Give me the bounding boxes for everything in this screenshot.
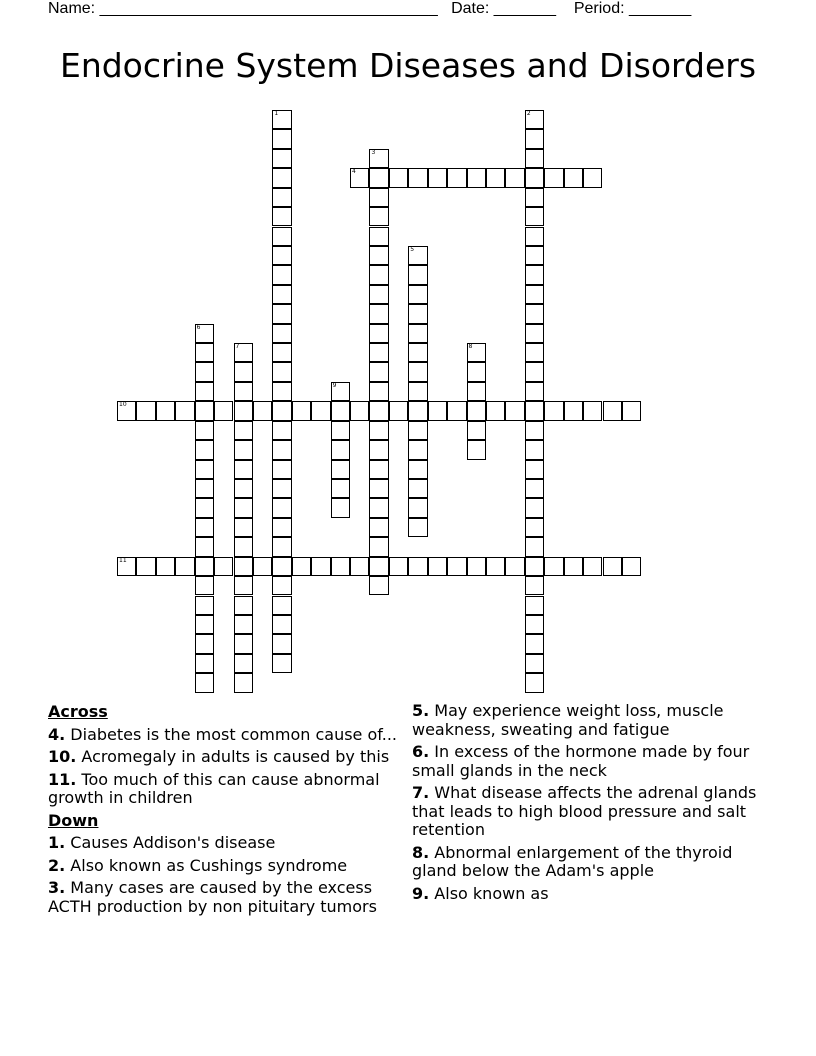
crossword-cell[interactable] [369, 227, 388, 246]
crossword-cell[interactable] [428, 557, 447, 576]
crossword-cell[interactable] [428, 401, 447, 420]
crossword-cell[interactable] [369, 168, 388, 187]
crossword-cell[interactable] [234, 460, 253, 479]
clue-item-number: 8. [412, 842, 430, 862]
crossword-cell[interactable] [408, 285, 427, 304]
crossword-cell[interactable] [467, 421, 486, 440]
crossword-cell[interactable] [525, 246, 544, 265]
crossword-cell[interactable] [525, 382, 544, 401]
crossword-cell[interactable] [525, 324, 544, 343]
crossword-cell[interactable] [369, 537, 388, 556]
clue-number: 1 [274, 110, 279, 117]
crossword-cell[interactable] [525, 479, 544, 498]
crossword-cell[interactable] [195, 537, 214, 556]
period-field[interactable]: _______ [629, 0, 692, 17]
crossword-cell[interactable] [272, 576, 291, 595]
crossword-cell[interactable] [195, 518, 214, 537]
period-label: Period: [573, 0, 625, 17]
crossword-cell[interactable] [408, 304, 427, 323]
crossword-cell[interactable] [195, 421, 214, 440]
crossword-cell[interactable] [467, 440, 486, 459]
crossword-cell[interactable] [525, 460, 544, 479]
crossword-cell[interactable] [525, 110, 544, 129]
crossword-cell[interactable] [234, 401, 253, 420]
crossword-cell[interactable] [525, 188, 544, 207]
clue-item [48, 771, 403, 808]
crossword-cell[interactable] [525, 498, 544, 517]
crossword-cell[interactable] [408, 518, 427, 537]
crossword-cell[interactable] [408, 401, 427, 420]
crossword-cell[interactable] [234, 557, 253, 576]
crossword-cell[interactable] [136, 557, 155, 576]
crossword-cell[interactable] [467, 401, 486, 420]
crossword-cell[interactable] [292, 557, 311, 576]
clue-item-number: 9. [412, 883, 430, 903]
crossword-cell[interactable] [467, 343, 486, 362]
crossword-cell[interactable] [369, 421, 388, 440]
clue-item [412, 784, 762, 840]
date-field[interactable]: _______ [493, 0, 557, 17]
crossword-cell[interactable] [331, 479, 350, 498]
clue-item-text: What disease affects the adrenal glands that leads to high blood pressure and salt retention [412, 783, 757, 839]
crossword-cell[interactable] [486, 168, 505, 187]
crossword-cell[interactable] [525, 207, 544, 226]
crossword-cell[interactable] [195, 673, 214, 692]
crossword-cell[interactable] [214, 401, 233, 420]
clue-number: 7 [235, 343, 240, 351]
crossword-cell[interactable] [525, 149, 544, 168]
crossword-cell[interactable] [272, 615, 291, 634]
crossword-cell[interactable] [234, 596, 253, 615]
crossword-cell[interactable] [583, 168, 602, 187]
crossword-cell[interactable] [272, 168, 291, 187]
crossword-cell[interactable] [272, 557, 291, 576]
crossword-cell[interactable] [408, 557, 427, 576]
clue-item-text: Abnormal enlargement of the thyroid gland below the Adam's apple [412, 842, 733, 880]
clue-item-number: 7. [412, 783, 430, 802]
crossword-cell[interactable] [525, 421, 544, 440]
crossword-cell[interactable] [272, 654, 291, 673]
crossword-cell[interactable] [525, 537, 544, 556]
crossword-cell[interactable] [253, 401, 272, 420]
clue-item [412, 885, 762, 904]
clue-number: 3 [371, 148, 376, 156]
crossword-cell[interactable] [234, 615, 253, 634]
clue-item-text: Acromegaly in adults is caused by this [76, 747, 390, 766]
crossword-cell[interactable] [331, 382, 350, 401]
name-label: Name: [48, 0, 96, 17]
crossword-cell[interactable] [195, 615, 214, 634]
crossword-cell[interactable] [234, 537, 253, 556]
crossword-cell[interactable] [389, 168, 408, 187]
crossword-cell[interactable] [156, 401, 175, 420]
crossword-cell[interactable] [467, 557, 486, 576]
crossword-cell[interactable] [525, 518, 544, 537]
crossword-cell[interactable] [331, 440, 350, 459]
crossword-cell[interactable] [272, 324, 291, 343]
crossword-cell[interactable] [408, 265, 427, 284]
crossword-cell[interactable] [525, 576, 544, 595]
crossword-cell[interactable] [195, 440, 214, 459]
crossword-cell[interactable] [369, 265, 388, 284]
crossword-cell[interactable] [195, 576, 214, 595]
clue-number: 6 [196, 323, 201, 331]
clue-item [48, 726, 403, 745]
crossword-cell[interactable] [117, 401, 136, 420]
crossword-cell[interactable] [292, 401, 311, 420]
crossword-cell[interactable] [583, 557, 602, 576]
crossword-cell[interactable] [486, 401, 505, 420]
crossword-cell[interactable] [234, 362, 253, 381]
crossword-cell[interactable] [525, 615, 544, 634]
crossword-cell[interactable] [564, 168, 583, 187]
crossword-cell[interactable] [369, 304, 388, 323]
crossword-cell[interactable] [272, 440, 291, 459]
clue-item-number: 4. [48, 724, 66, 744]
crossword-cell[interactable] [195, 401, 214, 420]
crossword-cell[interactable] [234, 440, 253, 459]
across-heading: Across [48, 702, 108, 721]
crossword-cell[interactable] [467, 382, 486, 401]
crossword-cell[interactable] [156, 557, 175, 576]
crossword-cell[interactable] [525, 227, 544, 246]
crossword-cell[interactable] [622, 557, 641, 576]
crossword-cell[interactable] [272, 129, 291, 148]
crossword-cell[interactable] [331, 401, 350, 420]
clue-item-number: 6. [412, 742, 430, 761]
crossword-cell[interactable] [408, 246, 427, 265]
clue-item-number: 5. [412, 701, 430, 720]
clue-item-text: Diabetes is the most common cause of... [65, 724, 397, 744]
crossword-cell[interactable] [175, 557, 194, 576]
crossword-cell[interactable] [369, 285, 388, 304]
clue-item-number: 1. [48, 833, 66, 852]
crossword-cell[interactable] [369, 382, 388, 401]
crossword-cell[interactable] [195, 596, 214, 615]
crossword-cell[interactable] [564, 557, 583, 576]
crossword-cell[interactable] [525, 362, 544, 381]
crossword-cell[interactable] [369, 576, 388, 595]
crossword-cell[interactable] [234, 382, 253, 401]
crossword-cell[interactable] [505, 557, 524, 576]
crossword-cell[interactable] [544, 401, 563, 420]
crossword-cell[interactable] [603, 401, 622, 420]
crossword-cell[interactable] [272, 537, 291, 556]
crossword-cell[interactable] [622, 401, 641, 420]
crossword-cell[interactable] [272, 207, 291, 226]
crossword-cell[interactable] [272, 382, 291, 401]
crossword-cell[interactable] [408, 382, 427, 401]
crossword-cell[interactable] [369, 246, 388, 265]
crossword-cell[interactable] [272, 421, 291, 440]
crossword-cell[interactable] [525, 673, 544, 692]
crossword-cell[interactable] [369, 460, 388, 479]
crossword-cell[interactable] [544, 168, 563, 187]
crossword-cell[interactable] [331, 557, 350, 576]
clue-item [412, 743, 762, 780]
crossword-cell[interactable] [311, 557, 330, 576]
clue-item-text: Too much of this can cause abnormal growth in children [48, 769, 380, 807]
crossword-cell[interactable] [175, 401, 194, 420]
crossword-cell[interactable] [234, 518, 253, 537]
clues-right-column [412, 702, 762, 907]
crossword-cell[interactable] [331, 498, 350, 517]
crossword-cell[interactable] [408, 343, 427, 362]
crossword-cell[interactable] [428, 168, 447, 187]
crossword-cell[interactable] [369, 557, 388, 576]
crossword-cell[interactable] [369, 440, 388, 459]
clue-item-text: Also known as [429, 883, 549, 903]
crossword-cell[interactable] [272, 149, 291, 168]
crossword-cell[interactable] [447, 168, 466, 187]
crossword-cell[interactable] [195, 498, 214, 517]
crossword-cell[interactable] [525, 343, 544, 362]
clue-item-number: 11. [48, 769, 77, 789]
page-title: Endocrine System Diseases and Disorders [59, 46, 757, 85]
crossword-cell[interactable] [447, 557, 466, 576]
crossword-cell[interactable] [234, 421, 253, 440]
name-field[interactable]: ______________________________________ [99, 0, 438, 17]
clue-item-number: 3. [48, 878, 66, 897]
crossword-cell[interactable] [408, 479, 427, 498]
crossword-cell[interactable] [350, 557, 369, 576]
crossword-cell[interactable] [195, 382, 214, 401]
crossword-cell[interactable] [331, 421, 350, 440]
date-label: Date: [451, 0, 490, 17]
crossword-cell[interactable] [195, 343, 214, 362]
crossword-cell[interactable] [467, 362, 486, 381]
crossword-cell[interactable] [564, 401, 583, 420]
crossword-cell[interactable] [369, 362, 388, 381]
crossword-cell[interactable] [369, 324, 388, 343]
crossword-cell[interactable] [272, 304, 291, 323]
clue-item-number: 2. [48, 855, 66, 875]
crossword-cell[interactable] [272, 518, 291, 537]
down-clue-list-continued [412, 702, 762, 903]
crossword-cell[interactable] [272, 246, 291, 265]
crossword-cell[interactable] [234, 673, 253, 692]
clue-number: 11 [119, 556, 127, 564]
crossword-cell[interactable] [389, 557, 408, 576]
crossword-cell[interactable] [525, 557, 544, 576]
clue-number: 8 [468, 343, 473, 351]
crossword-cell[interactable] [505, 168, 524, 187]
crossword-cell[interactable] [234, 634, 253, 653]
crossword-cell[interactable] [525, 168, 544, 187]
clue-item [48, 834, 403, 853]
crossword-cell[interactable] [408, 168, 427, 187]
crossword-cell[interactable] [136, 401, 155, 420]
crossword-cell[interactable] [408, 362, 427, 381]
crossword-cell[interactable] [350, 168, 369, 187]
crossword-cell[interactable] [195, 634, 214, 653]
crossword-cell[interactable] [272, 343, 291, 362]
crossword-cell[interactable] [544, 557, 563, 576]
crossword-cell[interactable] [369, 149, 388, 168]
crossword-cell[interactable] [253, 557, 272, 576]
clue-item-text: In excess of the hormone made by four small glands in the neck [412, 742, 750, 780]
crossword-cell[interactable] [369, 479, 388, 498]
clue-item-text: Also known as Cushings syndrome [65, 855, 348, 875]
crossword-cell[interactable] [447, 401, 466, 420]
clues-left-column [48, 702, 403, 920]
clue-number: 4 [352, 168, 356, 176]
crossword-cell[interactable] [195, 557, 214, 576]
clue-number: 5 [410, 245, 415, 253]
crossword-cell[interactable] [486, 557, 505, 576]
crossword-cell[interactable] [525, 596, 544, 615]
crossword-cell[interactable] [603, 557, 622, 576]
crossword-cell[interactable] [272, 227, 291, 246]
crossword-cell[interactable] [369, 207, 388, 226]
crossword-cell[interactable] [408, 440, 427, 459]
crossword-cell[interactable] [408, 324, 427, 343]
crossword-cell[interactable] [331, 460, 350, 479]
crossword-cell[interactable] [525, 265, 544, 284]
down-heading: Down [48, 810, 99, 830]
clue-item [412, 844, 762, 881]
crossword-cell[interactable] [234, 498, 253, 517]
clue-item-number: 10. [48, 747, 77, 766]
crossword-cell[interactable] [389, 401, 408, 420]
crossword-cell[interactable] [408, 421, 427, 440]
crossword-cell[interactable] [272, 498, 291, 517]
down-clue-list [48, 834, 403, 916]
crossword-cell[interactable] [408, 498, 427, 517]
crossword-cell[interactable] [272, 285, 291, 304]
crossword-cell[interactable] [272, 265, 291, 284]
clue-number: 10 [119, 401, 127, 409]
crossword-cell[interactable] [369, 188, 388, 207]
crossword-cell[interactable] [195, 479, 214, 498]
crossword-cell[interactable] [195, 362, 214, 381]
crossword-cell[interactable] [234, 479, 253, 498]
crossword-cell[interactable] [350, 401, 369, 420]
clue-item [48, 879, 403, 916]
crossword-cell[interactable] [195, 324, 214, 343]
clue-item [48, 857, 403, 876]
crossword-cell[interactable] [583, 401, 602, 420]
across-clue-list [48, 726, 403, 808]
crossword-cell[interactable] [214, 557, 233, 576]
crossword-cell[interactable] [369, 518, 388, 537]
crossword-cell[interactable] [525, 285, 544, 304]
clue-item-text: Many cases are caused by the excess ACTH production by non pituitary tumors [48, 878, 377, 916]
crossword-cell[interactable] [408, 460, 427, 479]
crossword-cell[interactable] [195, 460, 214, 479]
crossword-cell[interactable] [272, 596, 291, 615]
crossword-cell[interactable] [467, 168, 486, 187]
crossword-cell[interactable] [525, 304, 544, 323]
crossword-cell[interactable] [311, 401, 330, 420]
crossword-cell[interactable] [234, 654, 253, 673]
crossword-cell[interactable] [234, 576, 253, 595]
crossword-cell[interactable] [505, 401, 524, 420]
crossword-cell[interactable] [525, 654, 544, 673]
crossword-cell[interactable] [525, 129, 544, 148]
crossword-cell[interactable] [272, 401, 291, 420]
clue-item [48, 748, 403, 767]
crossword-cell[interactable] [272, 110, 291, 129]
crossword-cell[interactable] [272, 634, 291, 653]
crossword-cell[interactable] [272, 460, 291, 479]
crossword-cell[interactable] [369, 343, 388, 362]
clue-item-text: May experience weight loss, muscle weakness, sweating and fatigue [412, 701, 724, 739]
crossword-cell[interactable] [234, 343, 253, 362]
crossword-cell[interactable] [117, 557, 136, 576]
crossword-cell[interactable] [369, 498, 388, 517]
clue-item [412, 702, 762, 739]
crossword-cell[interactable] [525, 634, 544, 653]
clue-item-text: Causes Addison's disease [65, 833, 276, 852]
crossword-cell[interactable] [369, 401, 388, 420]
crossword-cell[interactable] [272, 362, 291, 381]
crossword-cell[interactable] [272, 479, 291, 498]
crossword-cell[interactable] [525, 440, 544, 459]
clue-number: 2 [526, 110, 531, 117]
crossword-cell[interactable] [525, 401, 544, 420]
crossword-cell[interactable] [195, 654, 214, 673]
crossword-cell[interactable] [272, 188, 291, 207]
clue-number: 9 [332, 381, 337, 389]
